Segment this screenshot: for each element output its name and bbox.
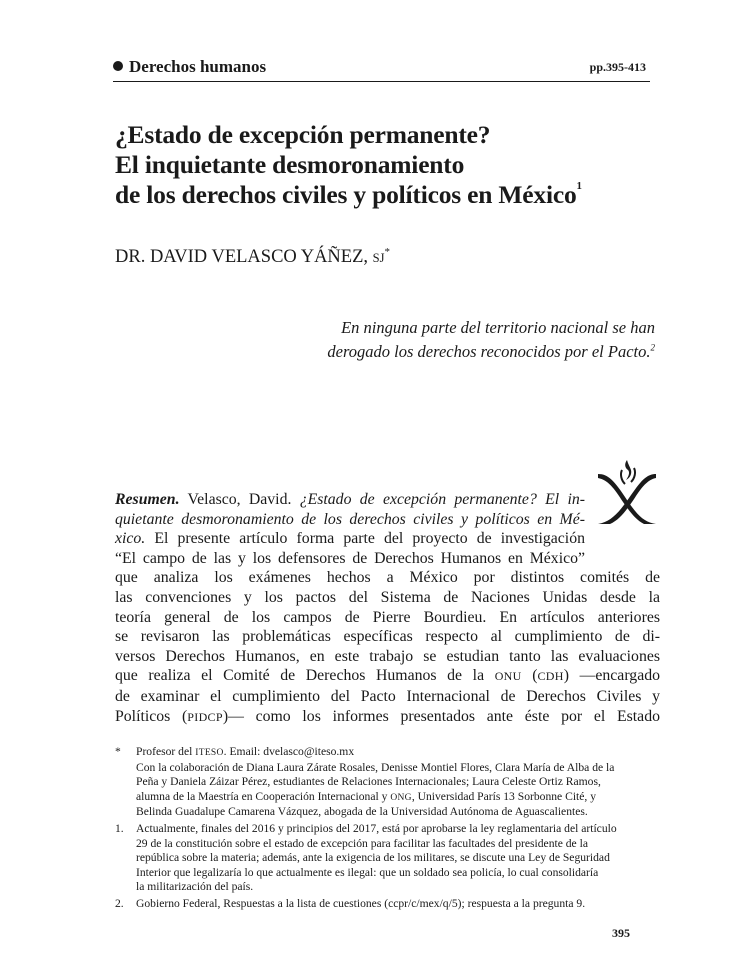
author-name: DR. DAVID VELASCO YÁÑEZ, <box>115 247 369 267</box>
footnote-line: Belinda Guadalupe Camarena Vázquez, abogada de la Universidad Autónoma de Aguascalientes. <box>136 805 588 819</box>
abstract-line-4: “El campo de las y los defensores de Derechos Humanos en México” <box>115 549 585 567</box>
abstract-line-3 <box>115 529 585 549</box>
footnote-mark: 1. <box>115 821 124 835</box>
abstract-line-3-b: El presente artículo forma parte del proyecto de investigación <box>145 530 585 548</box>
epigraph-footnote-mark: 2 <box>650 342 655 353</box>
abstract-line-10-a: que realiza el Comité de Derechos Humanos de la <box>115 667 495 685</box>
footnote-text: alumna de la Maestría en Cooperación Internacional y <box>136 789 391 803</box>
section-label <box>113 57 266 77</box>
abstract-line-12-b: )— como los informes presentados ante éste por el Estado <box>222 707 660 725</box>
abstract-line-8: se revisaron las problemáticas específicas respecto al cumplimiento de di- <box>115 628 660 646</box>
epigraph-line-2 <box>235 340 655 364</box>
article-title <box>115 120 655 210</box>
footnote-line: Con la colaboración de Diana Laura Zárate Rosales, Denisse Montiel Flores, Clara María de Alba de la <box>136 760 615 774</box>
acronym-iteso: ITESO <box>195 748 224 758</box>
footnote-line: Actualmente, finales del 2016 y principios del 2017, está por aprobarse la ley reglamentaria del artículo <box>136 821 617 835</box>
title-footnote-mark: 1 <box>576 180 582 192</box>
title-line-3 <box>115 180 655 210</box>
abstract-line-1-italic: ¿Estado de excepción permanente? El in- <box>299 491 585 508</box>
abstract-line-2: quietante desmoronamiento de los derechos civiles y políticos en Mé- <box>115 510 585 528</box>
footnote-1 <box>115 822 660 895</box>
bullet-icon <box>113 61 123 71</box>
author-suffix: SJ <box>372 251 385 265</box>
section-label-text: Derechos humanos <box>129 57 267 76</box>
footnote-line <box>136 790 660 806</box>
footnote-author <box>115 745 660 820</box>
page-range: pp.395-413 <box>589 60 646 74</box>
abstract-line-1-a: Velasco, David. <box>179 491 300 508</box>
footnote-mark: 2. <box>115 896 124 910</box>
running-header <box>113 55 650 82</box>
abstract-line-7: teoría general de los campos de Pierre Bourdieu. En artículos anteriores <box>115 608 660 626</box>
abstract-line-10 <box>115 666 660 687</box>
acronym-pidcp: PIDCP <box>187 709 223 724</box>
acronym-onu: ONU <box>494 669 522 684</box>
title-line-2: El inquietante desmoronamiento <box>115 150 465 179</box>
page-number: 395 <box>612 926 630 940</box>
footnote-line: Gobierno Federal, Respuestas a la lista de cuestiones (ccpr/c/mex/q/5); respuesta a la pregunta 9. <box>136 896 586 910</box>
abstract-line-10-c: ) —encargado <box>563 667 660 685</box>
author-footnote-mark: * <box>384 245 390 258</box>
footnote-2 <box>115 897 660 912</box>
footnote-email: . Email: dvelasco@iteso.mx <box>223 745 355 758</box>
footnote-line: Peña y Daniela Záizar Pérez, estudiantes de Relaciones Internacionales; Laura Celeste Ortiz Ramos, <box>136 775 601 789</box>
acronym-cdh: CDH <box>537 669 564 684</box>
footnote-line: república sobre la materia; además, ante la exigencia de los militares, se discute una Ley de Seguridad <box>136 851 610 865</box>
footnote-text: , Universidad París 13 Sorbonne Cité, y <box>411 789 597 803</box>
abstract-line-11: de examinar el cumplimiento del Pacto Internacional de Derechos Civiles y <box>115 687 660 705</box>
footnote-line <box>136 745 660 761</box>
epigraph-line-2-text: derogado los derechos reconocidos por el Pacto. <box>327 342 651 361</box>
footnote-text: Profesor del <box>136 745 196 758</box>
footnote-mark: * <box>115 745 121 758</box>
acronym-ong: ONG <box>390 792 412 803</box>
abstract-line-9: versos Derechos Humanos, en este trabajo se estudian tanto las evaluaciones <box>115 647 660 665</box>
title-line-1: ¿Estado de excepción permanente? <box>115 120 491 149</box>
footnotes <box>115 745 660 914</box>
footnote-line: 29 de la constitución sobre el estado de excepción para facilitar las facultades del presidente de la <box>136 836 588 850</box>
footnote-line: la militarización del país. <box>136 880 254 894</box>
abstract-line-6: las convenciones y los pactos del Sistema de Naciones Unidas desde la <box>115 588 660 606</box>
abstract-line-12-a: Políticos ( <box>115 707 188 725</box>
abstract-line-5: que analiza los exámenes hechos a México por distintos comités de <box>115 569 660 587</box>
epigraph <box>235 316 655 364</box>
abstract-line-12 <box>115 707 660 728</box>
abstract <box>115 490 660 727</box>
author-line <box>115 247 390 268</box>
abstract-line-10-b: ( <box>521 667 538 685</box>
title-line-3-text: de los derechos civiles y políticos en México <box>115 180 577 209</box>
abstract-label: Resumen. <box>115 491 180 508</box>
abstract-line-3-italic: xico. <box>115 530 146 548</box>
epigraph-line-1: En ninguna parte del territorio nacional se han <box>341 318 655 337</box>
abstract-line-1 <box>115 490 585 510</box>
footnote-line: Interior que legalizaría lo que actualmente es ilegal: que un soldado sea policía, lo cual consolidaría <box>136 865 599 879</box>
